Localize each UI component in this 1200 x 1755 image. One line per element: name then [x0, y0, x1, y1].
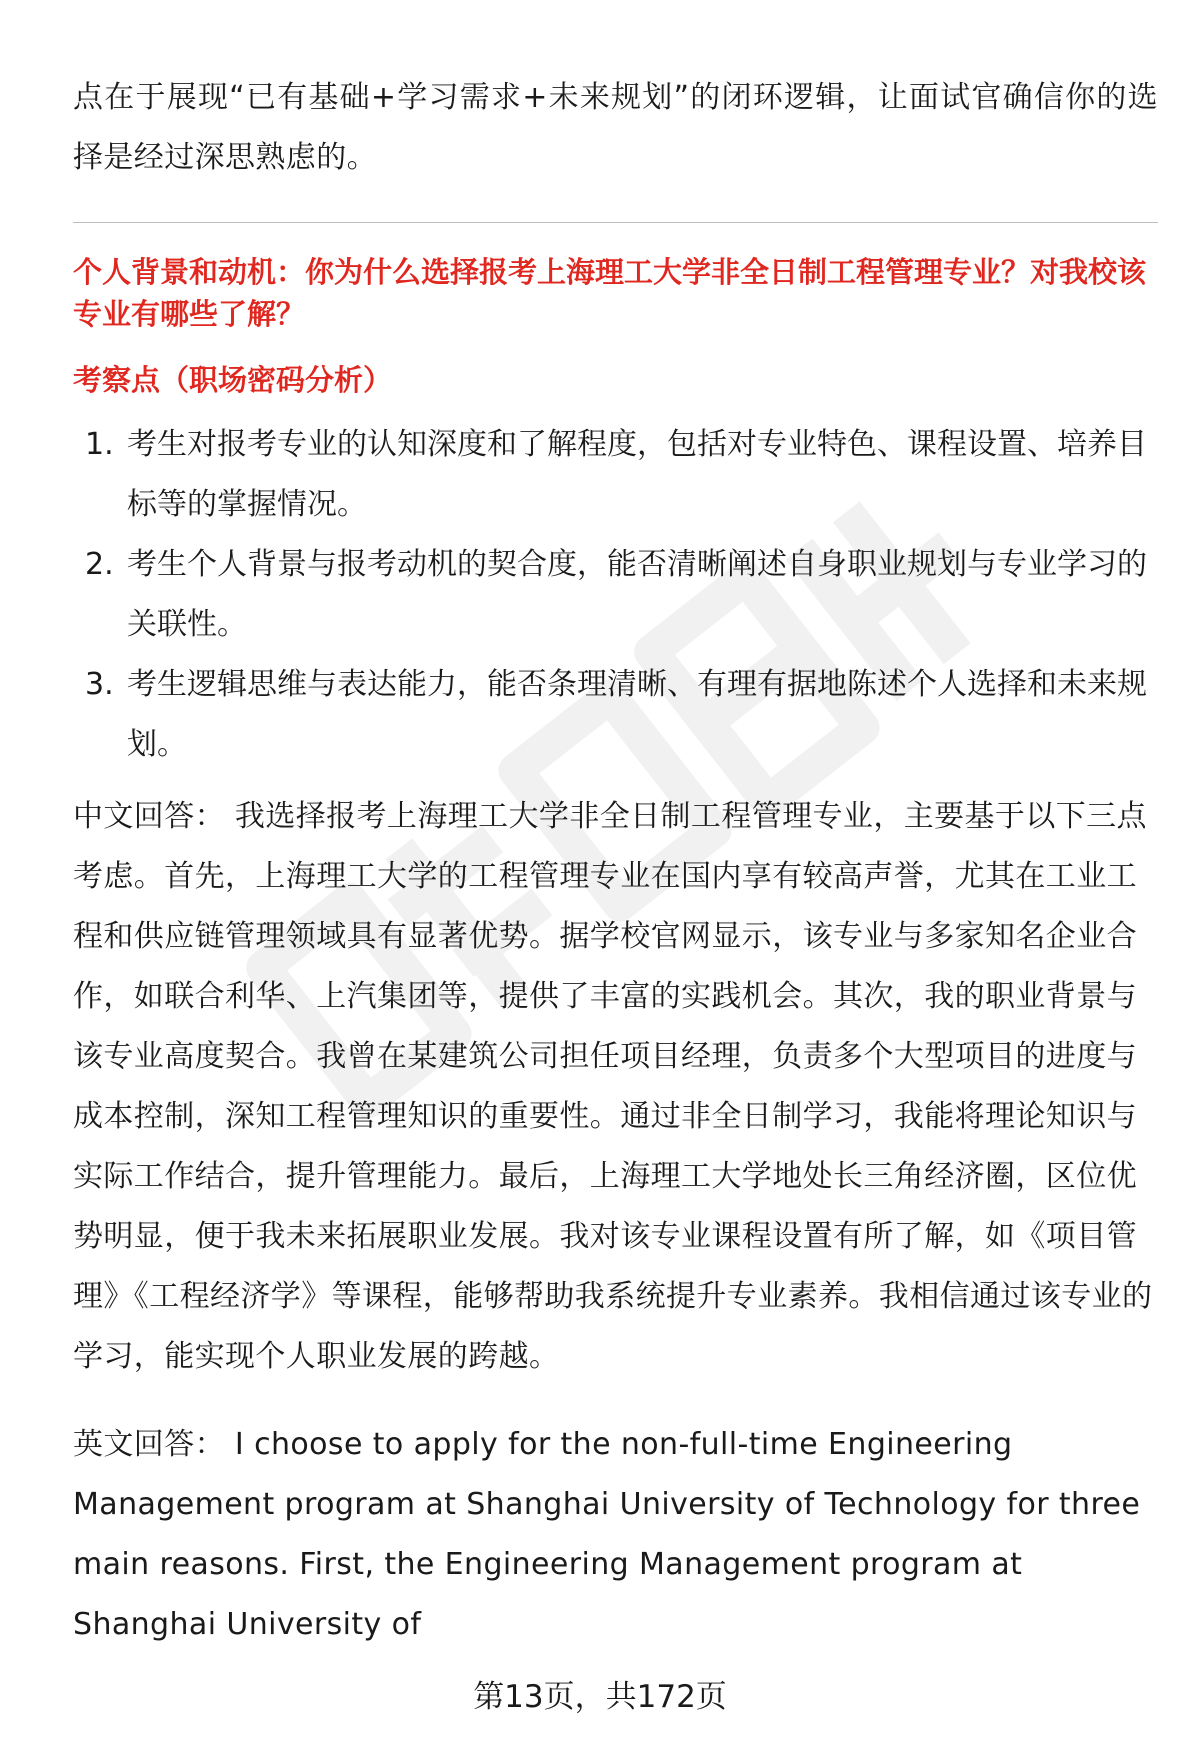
- chinese-answer-paragraph: [73, 787, 1158, 1387]
- list-item-number: 1.: [85, 427, 114, 462]
- list-item: [73, 415, 1158, 535]
- list-item-text: 考生逻辑思维与表达能力，能否条理清晰、有理有据地陈述个人选择和未来规划。: [127, 667, 1147, 762]
- chinese-answer-label: 中文回答：: [73, 799, 225, 834]
- list-item-text: 考生对报考专业的认知深度和了解程度，包括对专业特色、课程设置、培养目标等的掌握情况。: [127, 427, 1147, 522]
- points-heading: 考察点（职场密码分析）: [73, 363, 393, 397]
- chinese-answer-text: 我选择报考上海理工大学非全日制工程管理专业，主要基于以下三点考虑。首先，上海理工大学的工程管理专业在国内享有较高声誉，尤其在工业工程和供应链管理领域具有显著优势。据学校官网显示，该专业与多家知名企业合作，如联合利华、上汽集团等，提供了丰富的实践机会。其次，我的职业背景与该专业高度契合。我曾在某建筑公司担任项目经理，负责多个大型项目的进度与成本控制，深知工程管理知识的重要性。通过非全日制学习，我能将理论知识与实际工作结合，提升管理能力。最后，上海理工大学地处长三角经济圈，区位优势明显，便于我未来拓展职业发展。我对该专业课程设置有所了解，如《项目管理》《工程经济学》等课程，能够帮助我系统提升专业素养。我相信通过该专业的学习，能实现个人职业发展的跨越。: [73, 799, 1153, 1374]
- section-divider: [73, 222, 1158, 223]
- english-answer-label: 英文回答：: [73, 1427, 225, 1462]
- english-answer-text: I choose to apply for the non-full-time Engineering Management program at Shanghai University of Technology for three main reasons. First, the Engineering Management program at Shanghai University of: [73, 1427, 1141, 1642]
- page-content: [73, 68, 1158, 1655]
- list-item-text: 考生个人背景与报考动机的契合度，能否清晰阐述自身职业规划与专业学习的关联性。: [127, 547, 1147, 642]
- english-answer-paragraph: [73, 1415, 1158, 1655]
- list-item-number: 3.: [85, 667, 114, 702]
- page-number-footer: 第13页，共172页: [473, 1679, 727, 1715]
- list-item: [73, 655, 1158, 775]
- list-item: [73, 535, 1158, 655]
- intro-paragraph: 点在于展现“已有基础+学习需求+未来规划”的闭环逻辑，让面试官确信你的选择是经过深思熟虑的。: [73, 80, 1158, 175]
- list-item-number: 2.: [85, 547, 114, 582]
- assessment-points-list: [73, 415, 1158, 775]
- question-heading: 个人背景和动机：你为什么选择报考上海理工大学非全日制工程管理专业？对我校该专业有哪些了解？: [73, 255, 1147, 331]
